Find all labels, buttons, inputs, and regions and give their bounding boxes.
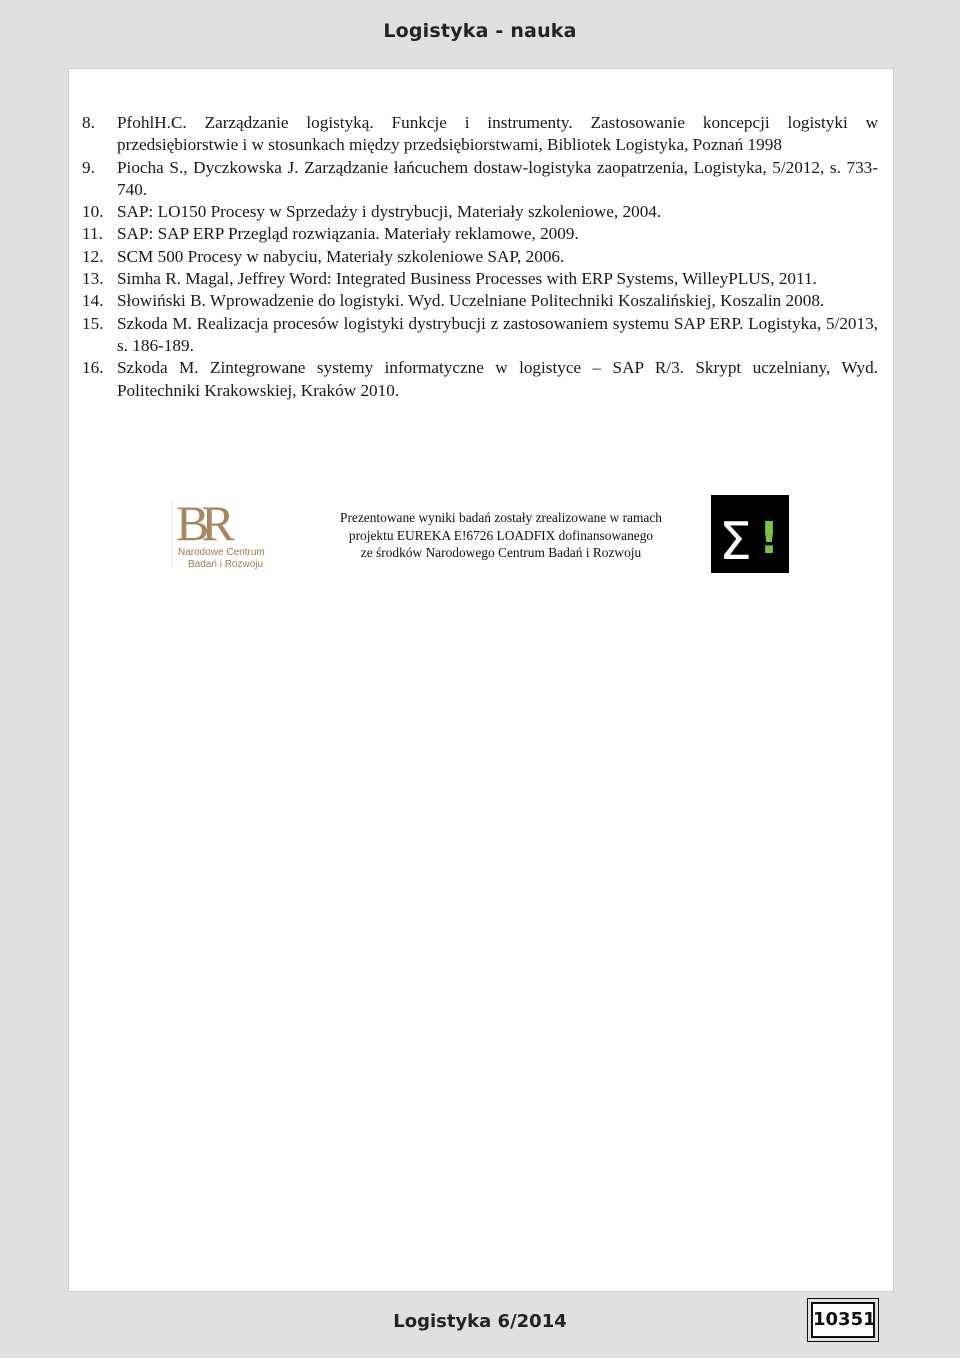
ncbr-logo-line2: Badań i Rozwoju — [188, 559, 264, 570]
reference-item — [82, 268, 878, 290]
reference-text: Słowiński B. Wprowadzenie do logistyki. Wyd. Uczelniane Politechniki Koszalińskiej, Koszalin 2008. — [117, 291, 825, 311]
reference-item — [82, 112, 878, 157]
eureka-logo — [711, 495, 789, 573]
reference-item — [82, 246, 878, 268]
reference-list — [82, 112, 878, 402]
reference-item — [82, 357, 878, 402]
funding-note — [316, 509, 686, 562]
ncbr-logo-line1: Narodowe Centrum — [178, 547, 265, 558]
reference-text: SAP: LO150 Procesy w Sprzedaży i dystrybucji, Materiały szkoleniowe, 2004. — [117, 202, 662, 222]
reference-text: Szkoda M. Realizacja procesów logistyki dystrybucji z zastosowaniem systemu SAP ERP. Logistyka, 5/2013, s. 186-189. — [117, 313, 878, 355]
journal-issue: Logistyka 6/2014 — [393, 1311, 567, 1332]
reference-number: 9. — [82, 157, 95, 177]
funding-line: Prezentowane wyniki badań zostały zrealizowane w ramach — [340, 510, 662, 525]
reference-text: PfohlH.C. Zarządzanie logistyką. Funkcje i instrumenty. Zastosowanie koncepcji logistyki w przedsiębiorstwie i w stosunkach między przedsiębiorstwami, Bibliotek Logistyka, Poznań 1998 — [117, 113, 878, 155]
reference-number: 14. — [82, 291, 104, 311]
reference-number: 13. — [82, 269, 104, 289]
reference-item — [82, 313, 878, 358]
reference-text: SAP: SAP ERP Przegląd rozwiązania. Materiały reklamowe, 2009. — [117, 224, 579, 244]
reference-number: 10. — [82, 202, 104, 222]
funding-line: ze środków Narodowego Centrum Badań i Rozwoju — [360, 545, 642, 560]
page-number: 10351 — [811, 1302, 875, 1338]
reference-number: 16. — [82, 358, 104, 378]
journal-section-title: Logistyka - nauka — [383, 20, 577, 42]
ncbr-logo-letters: BR — [176, 498, 227, 551]
reference-number: 15. — [82, 313, 104, 333]
reference-item — [82, 290, 878, 312]
reference-text: SCM 500 Procesy w nabyciu, Materiały szkoleniowe SAP, 2006. — [117, 246, 565, 266]
funding-line: projektu EUREKA E!6726 LOADFIX dofinansowanego — [348, 527, 654, 543]
reference-item — [82, 223, 878, 245]
eureka-sigma: Σ — [719, 512, 752, 572]
reference-text: Szkoda M. Zintegrowane systemy informatyczne w logistyce – SAP R/3. Skrypt uczelniany, Wyd. Politechniki Krakowskiej, Kraków 2010. — [117, 358, 878, 400]
reference-number: 12. — [82, 246, 104, 266]
eureka-exclamation: ! — [759, 513, 780, 564]
reference-number: 11. — [82, 224, 103, 244]
reference-text: Piocha S., Dyczkowska J. Zarządzanie łańcuchem dostaw-logistyka zaopatrzenia, Logistyka, 5/2012, s. 733-740. — [117, 157, 878, 199]
reference-text: Simha R. Magal, Jeffrey Word: Integrated Business Processes with ERP Systems, WilleyPLUS, 2011. — [117, 269, 817, 289]
reference-item — [82, 201, 878, 223]
reference-number: 8. — [82, 113, 95, 132]
reference-item — [82, 157, 878, 202]
ncbr-logo — [172, 498, 296, 572]
